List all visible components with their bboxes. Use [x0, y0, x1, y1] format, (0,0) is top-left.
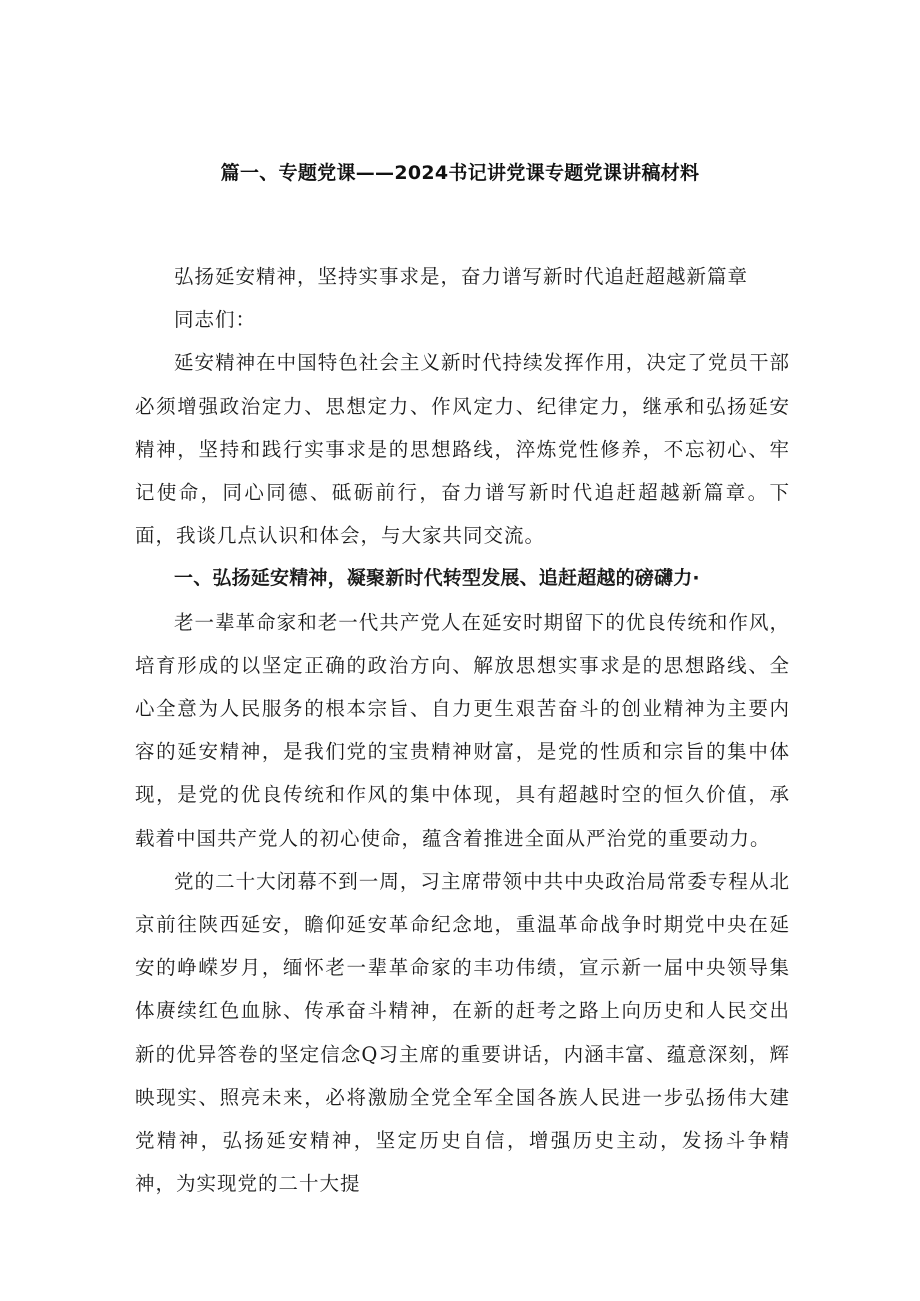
document-body	[135, 255, 790, 1205]
speech-subtitle: 弘扬延安精神，坚持实事求是，奋力谱写新时代追赶超越新篇章	[174, 265, 749, 288]
document-title: 篇一、专题党课——2024书记讲党课专题党课讲稿材料	[220, 162, 700, 184]
paragraph-yanan-spirit: 老一辈革命家和老一代共产党人在延安时期留下的优良传统和作风，培育形成的以坚定正确的政治方向、解放思想实事求是的思想路线、全心全意为人民服务的根本宗旨、自力更生艰苦奋斗的创业精神为主要内容的延安精神，是我们党的宝贵精神财富，是党的性质和宗旨的集中体现，是党的优良传统和作风的集中体现，具有超越时空的恒久价值，承载着中国共产党人的初心使命，蕴含着推进全面从严治党的重要动力。	[135, 610, 790, 850]
section-heading: 一、弘扬延安精神，凝聚新时代转型发展、追赶超越的磅礴力·	[174, 567, 700, 590]
paragraph-intro: 延安精神在中国特色社会主义新时代持续发挥作用，决定了党员干部必须增强政治定力、思想定力、作风定力、纪律定力，继承和弘扬延安精神，坚持和践行实事求是的思想路线，淬炼党性修养，不忘初心、牢记使命，同心同德、砥砺前行，奋力谱写新时代追赶超越新篇章。下面，我谈几点认识和体会，与大家共同交流。	[135, 351, 790, 548]
paragraph-congress: 党的二十大闭幕不到一周，习主席带领中共中央政治局常委专程从北京前往陕西延安，瞻仰延安革命纪念地，重温革命战争时期党中央在延安的峥嵘岁月，缅怀老一辈革命家的丰功伟绩，宣示新一届中央领导集体赓续红色血脉、传承奋斗精神，在新的赶考之路上向历史和人民交出新的优异答卷的坚定信念Q习主席的重要讲话，内涵丰富、蕴意深刻，辉映现实、照亮未来，必将激励全党全军全国各族人民进一步弘扬伟大建党精神，弘扬延安精神，坚定历史自信，增强历史主动，发扬斗争精神，为实现党的二十大提	[135, 869, 790, 1196]
salutation: 同志们：	[174, 308, 257, 332]
